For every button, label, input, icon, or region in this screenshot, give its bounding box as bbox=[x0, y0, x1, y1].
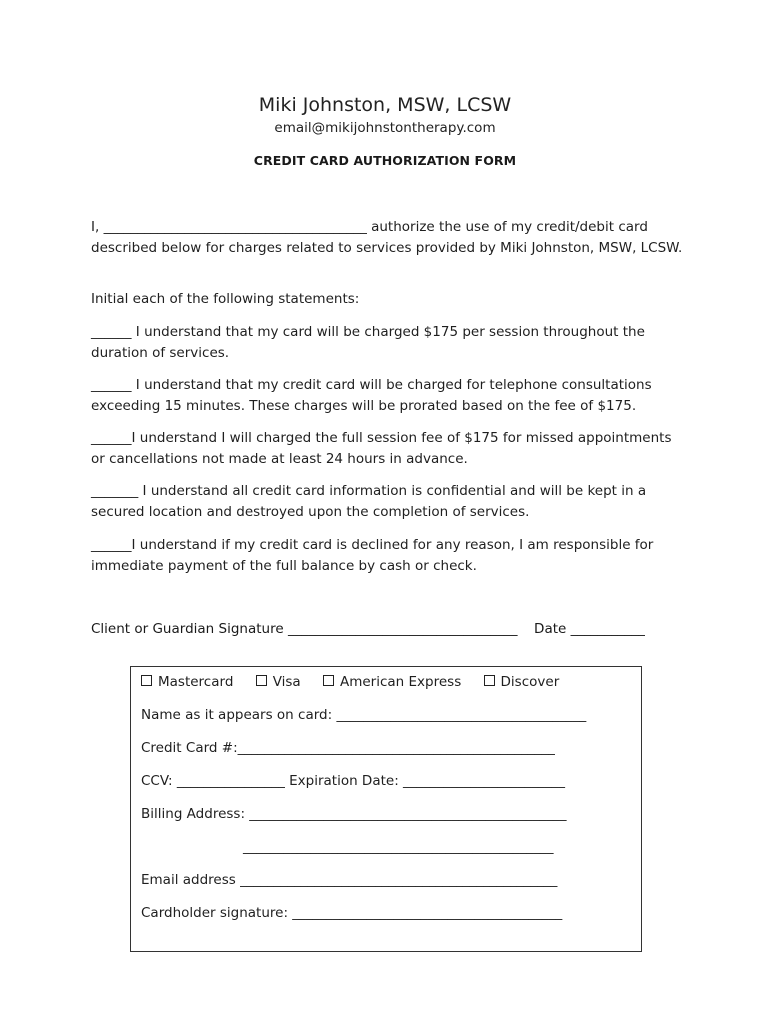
ccv-expiration-field: CCV: ________________ Expiration Date: ________________________ bbox=[141, 773, 566, 789]
statement-confidentiality: _______ I understand all credit card information is confidential and will be kept in a secured location and destroyed upon the completion of services. bbox=[91, 483, 647, 520]
signature-label: Client or Guardian Signature bbox=[91, 621, 284, 637]
statement-phone-consult: ______ I understand that my credit card will be charged for telephone consultations exceeding 15 minutes. These charges will be prorated based on the fee of $175. bbox=[91, 377, 652, 414]
signature-row bbox=[91, 621, 691, 637]
name-on-card-field: Name as it appears on card: _____________________________________ bbox=[141, 707, 587, 723]
initial-prompt: Initial each of the following statements: bbox=[91, 291, 360, 307]
checkbox-icon bbox=[256, 675, 267, 686]
form-title: CREDIT CARD AUTHORIZATION FORM bbox=[253, 153, 517, 168]
card-option-visa: Visa bbox=[256, 674, 301, 690]
card-option-discover: Discover bbox=[484, 674, 560, 690]
email-address-field: Email address _______________________________________________ bbox=[141, 872, 558, 888]
authorization-intro: I, _______________________________________ authorize the use of my credit/debit card described below for charges related to services provided by Miki Johnston, MSW, LCSW. bbox=[91, 219, 683, 256]
date-label: Date bbox=[534, 621, 567, 637]
card-option-mastercard: Mastercard bbox=[141, 674, 233, 690]
credit-card-number-field: Credit Card #:_______________________________________________ bbox=[141, 740, 555, 756]
billing-address-field: Billing Address: _______________________________________________ bbox=[141, 806, 567, 822]
statement-missed-appointments: ______I understand I will charged the full session fee of $175 for missed appointments or cancellations not made at least 24 hours in advance. bbox=[91, 430, 672, 467]
date-line: ___________ bbox=[570, 621, 645, 637]
checkbox-icon bbox=[141, 675, 152, 686]
statement-session-charge: ______ I understand that my card will be charged $175 per session throughout the duration of services. bbox=[91, 324, 645, 361]
card-option-american-express: American Express bbox=[323, 674, 461, 690]
signature-line: __________________________________ bbox=[287, 621, 518, 637]
cardholder-signature-field: Cardholder signature: ________________________________________ bbox=[141, 905, 563, 921]
card-type-options bbox=[141, 674, 577, 690]
checkbox-icon bbox=[484, 675, 495, 686]
statement-declined-card: ______I understand if my credit card is declined for any reason, I am responsible for immediate payment of the full balance by cash or check. bbox=[91, 537, 654, 574]
billing-address-line-2: ______________________________________________ bbox=[243, 839, 554, 855]
practitioner-name: Miki Johnston, MSW, LCSW bbox=[258, 94, 512, 116]
practitioner-email: email@mikijohnstontherapy.com bbox=[274, 120, 496, 136]
checkbox-icon bbox=[323, 675, 334, 686]
credit-card-info-box bbox=[130, 666, 642, 952]
